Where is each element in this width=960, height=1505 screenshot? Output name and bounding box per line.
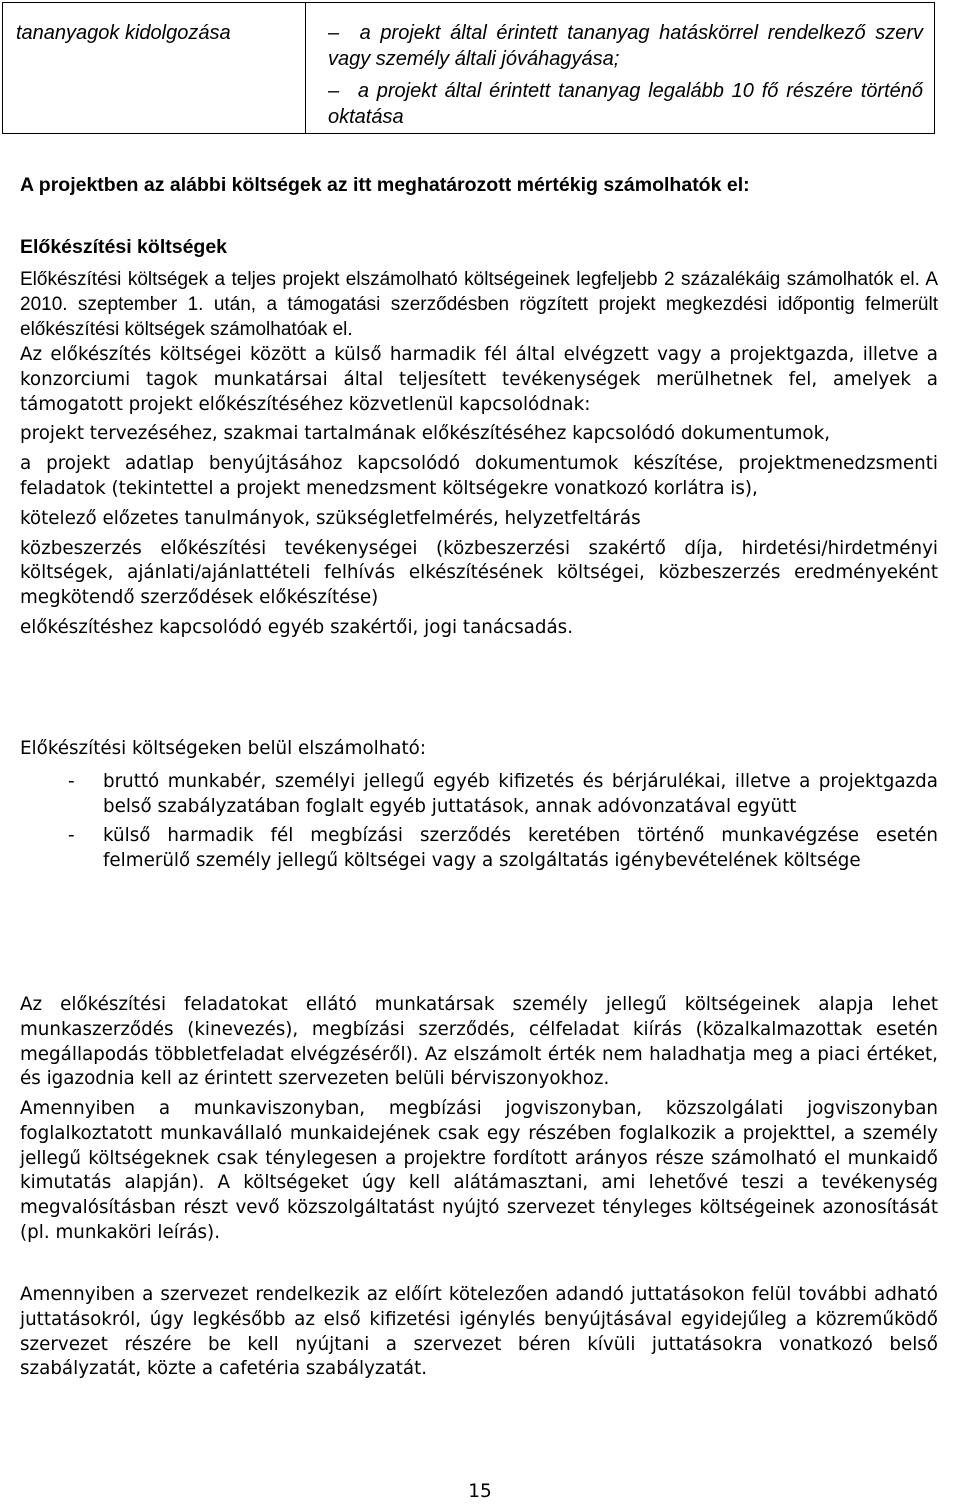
table-column-divider <box>305 3 306 133</box>
list-item: - külső harmadik fél megbízási szerződés keretében történő munkavégzése esetén felmerülő személy jellegű költségei vagy a szolgáltatás igénybevételének költsége <box>68 825 938 872</box>
dash-marker: – <box>328 22 340 44</box>
subsection-heading: Előkészítési költségek <box>20 236 228 258</box>
paragraph-staff-cost-basis: Az előkészítési feladatokat ellátó munkatársak személy jellegű költségeinek alapja lehet munkaszerződés (kinevezés), megbízási szerződés, célfeladat kiírás (közalkalmazottak esetén megállapodás többletfeladat elvégzéséről). Az elszámolt érték nem haladhatja meg a piaci értéket, és igazodnia kell az érintett szervezeten belüli bérviszonyokhoz. <box>20 994 938 1090</box>
list-item: a projekt adatlap benyújtásához kapcsolódó dokumentumok készítése, projektmenedzsmenti feladatok (tekintettel a projekt menedzsment költségekre vonatkozó korlátra is), <box>20 453 938 499</box>
paragraph-additional-benefits: Amennyiben a szervezet rendelkezik az előírt kötelezően adandó juttatásokon felül további adható juttatásokról, úgy legkésőbb az első kifizetési igénylés benyújtásával egyidejűleg a közreműködő szervezet részére be kell nyújtani a szervezet béren kívüli juttatásokra vonatkozó belső szabályzatát, közte a cafetéria szabályzatát. <box>20 1284 938 1380</box>
dash-marker: – <box>328 80 340 102</box>
table-right-cell <box>328 20 923 136</box>
list-item: - bruttó munkabér, személyi jellegű egyéb kifizetés és bérjárulékai, illetve a projektgazda belső szabályzatában foglalt egyéb juttatások, annak adóvonzatával együtt <box>68 770 938 817</box>
preparation-costs-block <box>20 343 938 646</box>
preparation-cost-list <box>0 422 938 640</box>
list-item: projekt tervezéséhez, szakmai tartalmának előkészítéséhez kapcsolódó dokumentumok, <box>20 423 831 445</box>
paragraph-preparation-costs: Az előkészítés költségei között a külső harmadik fél által elvégzett vagy a projektgazda, illetve a konzorciumi tagok munkatársai által teljesített tevékenységek merülhetnek fel, amelyek a támogatott projekt előkészítéséhez közvetlenül kapcsolódnak: <box>20 344 938 415</box>
table-right-item-text: a projekt által érintett tananyag hatáskörrel rendelkező szerv vagy személy általi jóváhagyása; <box>328 22 923 70</box>
section-heading: A projektben az alábbi költségek az itt meghatározott mértékig számolhatók el: <box>20 174 750 196</box>
table-right-item <box>328 20 923 72</box>
requirements-table <box>2 2 935 134</box>
table-right-item <box>328 78 923 130</box>
page-number: 15 <box>468 1481 492 1502</box>
list-item: kötelező előzetes tanulmányok, szükségletfelmérés, helyzetfeltárás <box>20 507 641 529</box>
eligible-within-block <box>20 737 938 879</box>
eligible-cost-list <box>20 770 938 874</box>
table-right-item-text: a projekt által érintett tananyag legalább 10 fő részére történő oktatása <box>328 80 923 128</box>
paragraph-eligible-within: Előkészítési költségeken belül elszámolható: <box>20 738 427 759</box>
paragraph-preparation-limit: Előkészítési költségek a teljes projekt elszámolható költségeinek legfeljebb 2 százalékáig számolhatók el. A 2010. szeptember 1. után, a támogatási szerződésben rögzített projekt megkezdési időpontig felmerült előkészítési költségek számolhatóak el. <box>20 269 938 340</box>
list-item: előkészítéshez kapcsolódó egyéb szakértői, jogi tanácsadás. <box>20 616 574 638</box>
paragraph-partial-employment: Amennyiben a munkaviszonyban, megbízási jogviszonyban, közszolgálati jogviszonyban foglalkoztatott munkavállaló munkaidejének csak egy részében foglalkozik a projekttel, a személy jellegű költségeknek csak ténylegesen a projektre fordított arányos része számolható el munkaidő kimutatás alapján). A költségeket úgy kell alátámasztani, ami lehetővé teszi a tevékenység megvalósításban részt vevő közszolgáltatást nyújtó szervezet tényleges költségeinek azonosítását (pl. munkaköri leírás). <box>20 1098 938 1243</box>
list-item: közbeszerzés előkészítési tevékenységei (közbeszerzési szakértő díja, hirdetési/hirdetményi költségek, ajánlati/ajánlattételi felhívás elkészítésének költségei, közbeszerzés eredményeként megkötendő szerződések előkészítése) <box>20 537 938 609</box>
table-left-cell: tananyagok kidolgozása <box>16 22 231 44</box>
